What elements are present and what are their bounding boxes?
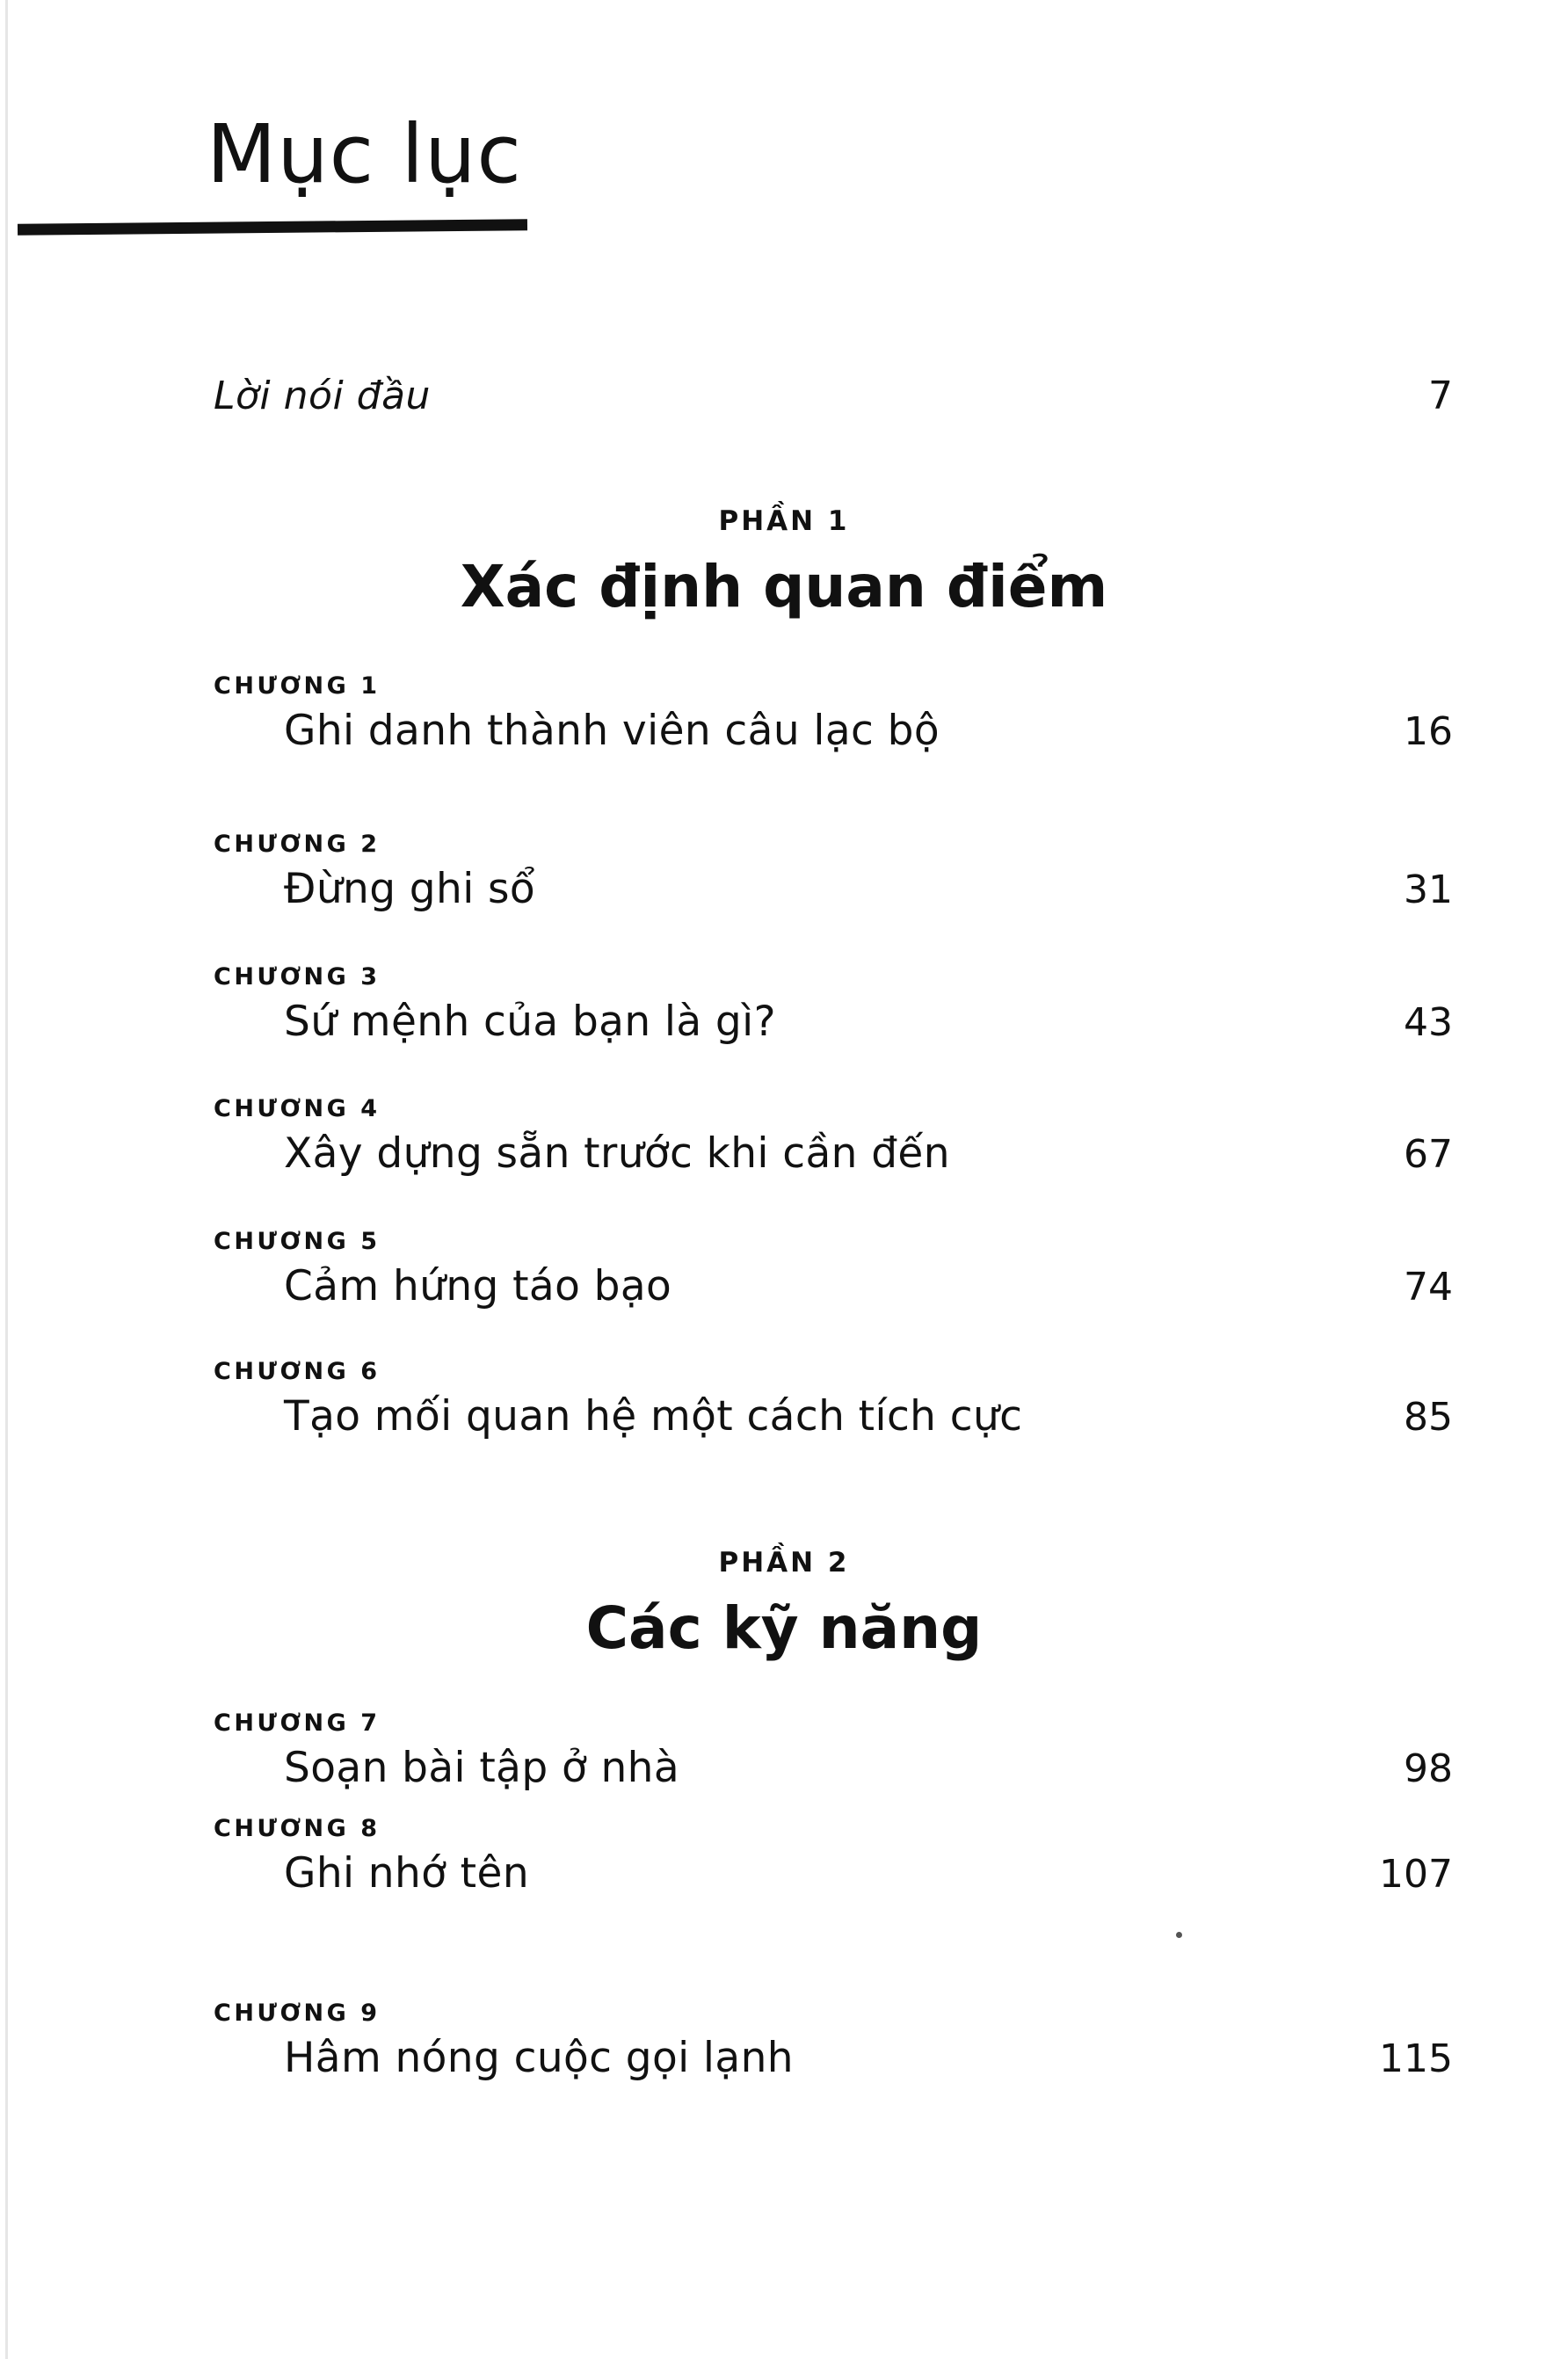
chapter-title-5: Cảm hứng táo bạo [284,1262,672,1310]
toc-entry-chapter-9[interactable] [214,2000,1453,2082]
chapter-page-4: 67 [1404,1132,1453,1177]
page-speck [1176,1932,1182,1938]
chapter-title-9: Hâm nóng cuộc gọi lạnh [284,2034,794,2082]
chapter-page-5: 74 [1404,1265,1453,1310]
part-kicker-1: PHẦN 1 [718,505,850,537]
chapter-kicker-5: CHƯƠNG 5 [214,1228,381,1255]
part-kicker-2: PHẦN 2 [718,1547,850,1579]
part-title-1: Xác định quan điểm [460,553,1108,621]
chapter-kicker-1: CHƯƠNG 1 [214,672,381,700]
toc-entry-chapter-6[interactable] [214,1358,1453,1441]
toc-entry-chapter-2[interactable] [214,831,1453,913]
chapter-kicker-6: CHƯƠNG 6 [214,1358,381,1385]
chapter-title-4: Xây dựng sẵn trước khi cần đến [284,1129,950,1178]
chapter-kicker-2: CHƯƠNG 2 [214,831,381,858]
toc-entry-chapter-4[interactable] [214,1095,1453,1178]
chapter-kicker-4: CHƯƠNG 4 [214,1095,381,1122]
chapter-kicker-3: CHƯƠNG 3 [214,963,381,991]
chapter-title-3: Sứ mệnh của bạn là gì? [284,998,776,1046]
page-title: Mục lục [207,107,522,201]
chapter-title-1: Ghi danh thành viên câu lạc bộ [284,707,940,755]
toc-entry-chapter-3[interactable] [214,963,1453,1046]
chapter-title-8: Ghi nhớ tên [284,1849,530,1898]
toc-entry-chapter-8[interactable] [214,1815,1453,1898]
chapter-page-9: 115 [1379,2036,1453,2081]
chapter-page-1: 16 [1404,709,1453,754]
chapter-kicker-8: CHƯƠNG 8 [214,1815,381,1842]
chapter-page-6: 85 [1404,1395,1453,1440]
title-underline [18,219,527,236]
chapter-page-3: 43 [1404,1000,1453,1045]
preface-page-number: 7 [1428,374,1453,418]
toc-entry-chapter-7[interactable] [214,1709,1453,1792]
chapter-page-7: 98 [1404,1746,1453,1791]
part-heading-2 [0,1547,1568,1662]
toc-entry-preface[interactable] [214,374,1453,418]
part-title-2: Các kỹ năng [585,1594,983,1662]
chapter-kicker-9: CHƯƠNG 9 [214,2000,381,2027]
part-heading-1 [0,505,1568,621]
page-edge-line [5,0,8,2359]
chapter-title-7: Soạn bài tập ở nhà [284,1744,680,1792]
preface-label: Lời nói đầu [214,374,431,418]
chapter-title-2: Đừng ghi sổ [284,865,536,913]
chapter-kicker-7: CHƯƠNG 7 [214,1709,381,1737]
page-title-block [207,107,998,201]
chapter-title-6: Tạo mối quan hệ một cách tích cực [284,1392,1023,1441]
chapter-page-2: 31 [1404,867,1453,912]
toc-entry-chapter-1[interactable] [214,672,1453,755]
toc-entry-chapter-5[interactable] [214,1228,1453,1310]
chapter-page-8: 107 [1379,1852,1453,1897]
